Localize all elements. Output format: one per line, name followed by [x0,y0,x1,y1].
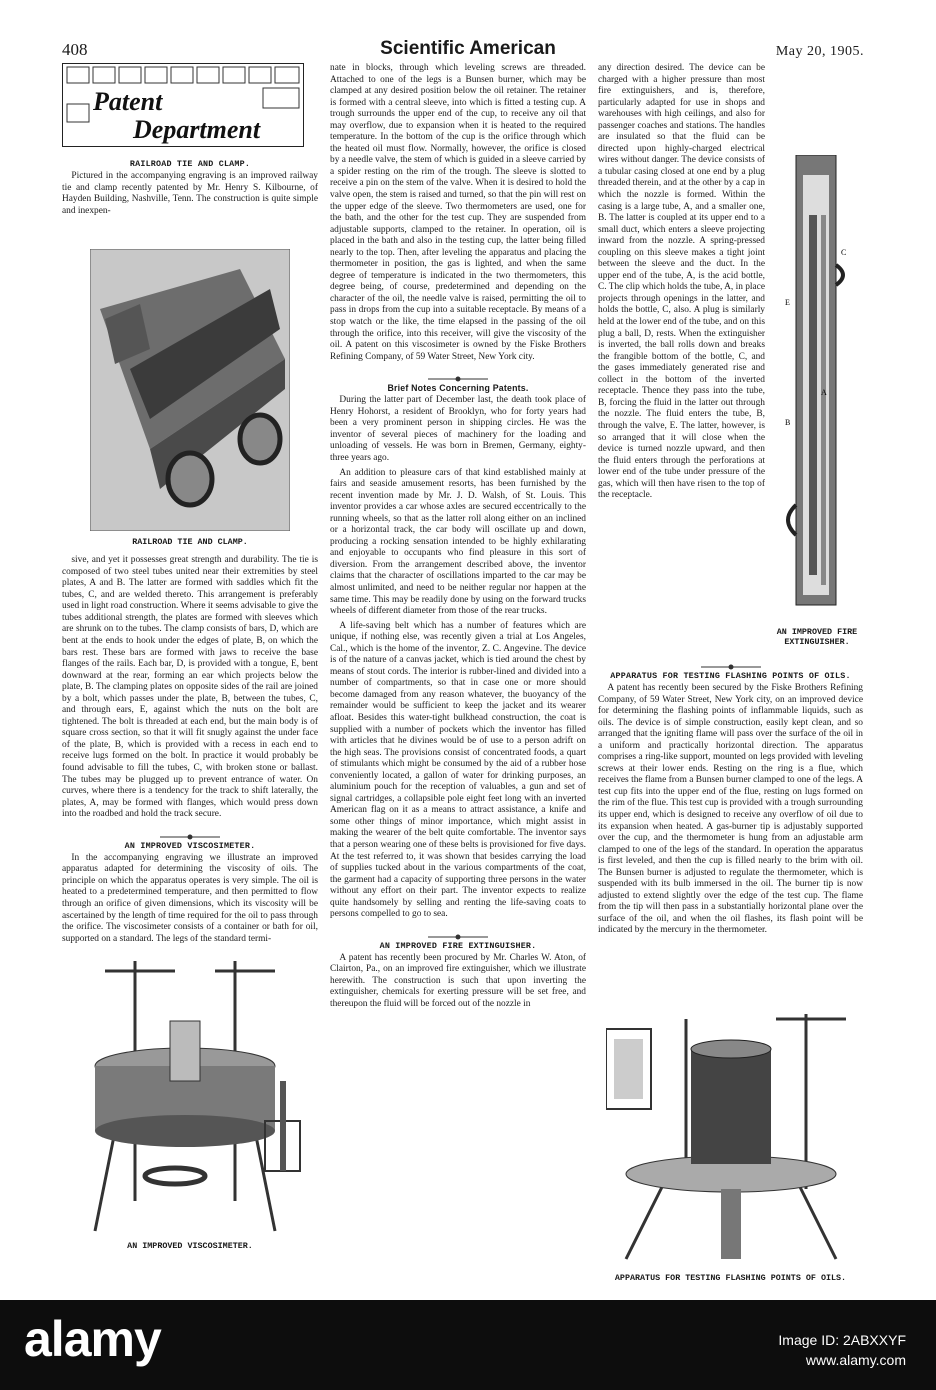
caption-fire-extinguisher: AN IMPROVED FIRE EXTINGUISHER. [776,627,858,647]
viscosimeter-continued-paragraph: nate in blocks, through which leveling screws are threaded. Attached to one of the legs is a Bunsen burner, which may be clamped at any desired position below the oil retainer. The retainer is formed with a central sleeve, into which is fitted a testing cup. A trough surrounds the upper end of the cup, to receive any oil that may overflow, due to expansion when it is heated to the required temperature. In the bottom of the cup is the orifice through which the heated oil must flow. Normally, however, the orifice is closed by a needle valve, the stem of which is guided in a sleeve carried by a spider resting on the rim of the trough. The sleeve is slotted to receive a pin on the stem of the valve. When it is desired to hold the valve open, the stem is raised and turned, so that the pin will rest on the upper edge of the sleeve. Two thermometers are used, one for the bath, and the other for the test cup. They are suspended from adjustable supports, clamped to the retainer. In operation, oil is placed in the bath and also in the testing cup, the latter being filled nearly to the top. Then, after leveling the apparatus and placing the thermometer in position, the gas is lighted, and when the same degree of temperature is indicated in the two thermometers, this degree being, of course, predetermined and depending on the character of the oil, the needle valve is raised, permitting the oil to pass in drops from the cup into a suitable receptacle. By means of a stop watch or the like, the time elapsed in the passing of the oil through the orifice, into this receiver, will give the viscosity of the oil. A patent on this viscosimeter is owned by the Fiske Brothers Refining Company, of 59 Water Street, New York city. [330,63,586,362]
railroad-body-paragraph: sive, and yet it possesses great strength and durability. The tie is composed of two steel tubes united near their extremities by steel plates, A and B. The latter are formed with saddles which fit the tubes, C, and are welded thereto. This arrangement is preferably used in light road construction. Where it seems advisable to give the tubes additional strength, the plates are formed with sleeves which are shrunk on to the tubes. The clamp consists of bars, D, which are bent at the ends to hook under the edges of plate, B, on which the bars rest. These bars are formed with jaws to receive the base flanges of the rails. Each bar, D, is provided with a tongue, E, bent downward at the rear, forming an ear which projects below the plate, B. The clamping plates on opposite sides of the rail are joined by a bolt, which passes under the plate, B, between the tubes, C, and through ears, E, against which the nuts on the bolt are tightened. The bolt is threaded at each end, but the main body is of square cross section, so that it will fit snugly against the under face of the plate, B, which is provided with a recess in each end to receive lugs formed on the bolt. In practice it would probably be found advisable to fill the tubes, C, with broken stone or ballast. The tubes may be plugged up to prevent entrance of water. On curves, where there is a tendency for the track to shift laterally, the plates, A, may be formed with flanges, which would press down into the roadbed and hold the track secure. [62,555,319,820]
label-a: A [821,388,827,397]
column-1 [62,63,318,1259]
section-separator [598,657,863,667]
viscosimeter-paragraph: In the accompanying engraving we illustrate an improved apparatus adapted for determining the viscosity of oils. The principle on which the apparatus operates is very simple. The oil is heated to a predetermined temperature, and then permitted to flow through an orifice of given dimensions, which its viscosity will be ascertained by the length of time required for the oil to pass through the orifice. The viscosimeter consists of a container or bath for oil, supported on a standard. The legs of the standard termi- [62,852,318,944]
label-b: B [785,418,791,427]
publication-title: Scientific American [380,38,556,59]
flashing-points-paragraph: A patent has recently been secured by the Fiske Brothers Refining Company, of 59 Water Street, New York city, on an improved device for determining the flashing points of inflammable liquids, such as oils. The device is of simple construction, easily kept clean, and so arranged that the igniting flame will pass over the surface of the oil in a uniform and practically horizontal direction. The apparatus comprises a ring-like support, mounted on legs provided with leveling screws at their lower ends. Resting on the ring is a flue, which receives the flame from a Bunsen burner clamped to one of the legs. A test cup fits into the upper end of the flue, resting on lugs formed on the rim of the flue. This test cup is provided with a trough surrounding its upper end, which is designed to receive any overflow of oil due to its expansion when heated. A gas-burner tip is adjustably supported over the cup, and the thermometer is hung from an adjustable arm clamped to one of the legs of the standard. In operation the apparatus is first leveled, and then the cup is filled nearly to the brim with oil. The Bunsen burner is adjusted to regulate the thermometer, which is suspended with its bulb immersed in the oil. The burner tip is now adjusted to extend slightly over the edge of the test cup. The flame from the tip will then pass in a substantially horizontal plane over the surface of the oil, and when the oil flashes, its flash point will be indicated by the mercury in the thermometer. [598,683,863,936]
watermark-image-id: Image ID: 2ABXXYF [778,1332,906,1348]
heading-railroad-tie: RAILROAD TIE AND CLAMP. [129,159,251,169]
brief-note-hohorst: During the latter part of December last, the death took place of Henry Hohorst, a resident of Brooklyn, who for forty years had been a very prominent person in shipping circles. He was the inventor of several pieces of machinery for the loading and unloading of vessels. He was born in Bremen, Germany, eighty-three years ago. [330,395,586,463]
brief-note-life-saving-belt: A life-saving belt which has a number of features which are unique, if nothing else, was recently given a trial at Los Angeles, Cal., which is the home of the inventor, Z. C. Angevine. The device is of the nature of a canvas jacket, which is tied around the chest by means of stout cords. The interior is rubber-lined and divided into a number of compartments, so that in case one or more should become damaged from any reason whatever, the buoyancy of the remainder would be sufficient to keep the jacket and its wearer afloat. Besides this water-tight bulkhead construction, the coat is supplied with a number of pockets which the inventor has filled with articles that he divines would be of use to a person adrift on the high seas. The provisions consist of concentrated foods, a quart of stimulants which might be consumed by the aid of a rubber hose conveniently located, a gallon of water for drinking purposes, an aluminium pouch for the reception of valuables, a gun and set of signal cartridges, a collapsible pole eight feet long with an inverted American flag on it as a means to attract assistance, a knife and some other things of minor importance, which might assist in making the wearer of the belt quite comfortable. The inventor says that a person wearing one of these belts is provisioned for five days. At the test referred to, it was shown that besides carrying the load of supplies tucked about in the various compartments of the coat, the garment had a capacity of supporting three persons in the water without any effort on their part. The inventor expects to realize quite handsomely by selling and renting the life-saving coats to persons compelled to go to sea. [330,620,586,920]
column-2 [330,63,586,1011]
flash-point-apparatus-illustration [606,1009,856,1267]
fire-extinguisher-figure [771,155,863,649]
fire-extinguisher-illustration [771,155,863,620]
caption-flash-point-apparatus: APPARATUS FOR TESTING FLASHING POINTS OF OILS. [614,1273,847,1284]
railroad-intro-paragraph: Pictured in the accompanying engraving is an improved railway tie and clamp recently patented by Mr. Henry S. Kilbourne, of Hayden Building, Nashville, Tenn. The construction is quite simple and inexpen- [62,171,318,216]
watermark-logo: alamy [24,1311,161,1367]
logo-text-patent: Patent [93,87,163,116]
heading-viscosimeter: AN IMPROVED VISCOSIMETER. [124,840,256,851]
heading-fire-extinguisher: AN IMPROVED FIRE EXTINGUISHER. [379,940,537,951]
section-separator [330,369,586,379]
railroad-tie-illustration [90,249,290,531]
heading-flashing-points: APPARATUS FOR TESTING FLASHING POINTS OF OILS. [610,671,851,681]
patent-department-logo [62,63,304,147]
watermark-info [778,1330,906,1370]
page-number: 408 [62,40,88,59]
label-c: C [841,248,847,257]
watermark-url: www.alamy.com [805,1352,906,1368]
patent-department-logo-art [63,64,303,146]
caption-railroad-tie: RAILROAD TIE AND CLAMP. [132,537,248,548]
brief-note-pleasure-car: An addition to pleasure cars of that kind established mainly at fairs and seaside amusement resorts, has been furnished by the recent invention made by Mr. J. D. Walsh, of St. Louis. This inventor provides a car whose axles are secured eccentrically to the running wheels, so that as the latter roll along either on an inclined or a horizontal track, the car body will oscillate up and down, producing a rocking sensation intended to be highly exhilarating and enjoyable to occupants who find pleasure in this sort of diversion. From the arrangement described above, the inventor claims that the character of oscillations imparted to the car may be almost unlimited, and need to be neither regular nor happen at the same time. This may be readily done by using on the forward trucks wheels of different diameter from those of the rear trucks. [330,467,586,617]
watermark-bar [0,1300,936,1390]
issue-date: May 20, 1905. [775,44,864,59]
viscosimeter-illustration [75,951,305,1235]
section-separator [330,927,586,937]
label-e: E [785,298,790,307]
fire-extinguisher-paragraph: A patent has recently been procured by Mr. Charles W. Aton, of Clairton, Pa., on an improved fire extinguisher, which we illustrate herewith. The construction is such that upon inverting the extinguisher, chemicals for exerting pressure will be set free, and thereupon the fluid will be forced out of the nozzle in [330,952,586,1010]
logo-text-department: Department [133,115,261,144]
column-3 [598,63,863,1291]
fire-extinguisher-continued-paragraph: any direction desired. The device can be charged with a higher pressure than most fire extinguishers, and is, therefore, particularly adapted for use in shops and warehouses with high ceilings, and also for passenger coaches and stations. The handles are insulated so that the fluid can be directed upon highly-charged electrical wires without danger. The device consists of a tubular casing closed at one end by a plug threaded therein, and at the other by a cap in which the nozzle is formed. Within the casing is a large tube, A, and a smaller one, B. The latter is coupled at its upper end to a small duct, which enters a sleeve projecting inward from the nozzle. A spring-pressed coupling on this sleeve makes a tight joint between the sleeve and the duct. In the upper end of the tube, A, is the acid bottle, C. The clip which holds the tube, A, in place projects through openings in the latter, and holds the bottle, C, also. A plug is similarly held at the lower end of the tube, and on this plug a ball, D, rests. When the extinguisher is inverted, the ball rolls down and breaks the frangible bottom of the bottle, C, and the gases immediately generated rise and collect in the bottom of the inverted receptacle. Thence they pass into the tube, B, forcing the fluid in the latter out through the nozzle. The fluid enters the tube, B, through the valve, E. The latter, however, is so arranged that it will close when the device is turned nozzle upward, and then the fluid enters through the perforations at lower end of the tube under pressure of the gas, which will then have risen to the top of the receptacle. [598,63,765,501]
heading-brief-notes: Brief Notes Concerning Patents. [387,383,529,394]
section-separator [62,827,318,837]
caption-viscosimeter: AN IMPROVED VISCOSIMETER. [127,1241,253,1252]
